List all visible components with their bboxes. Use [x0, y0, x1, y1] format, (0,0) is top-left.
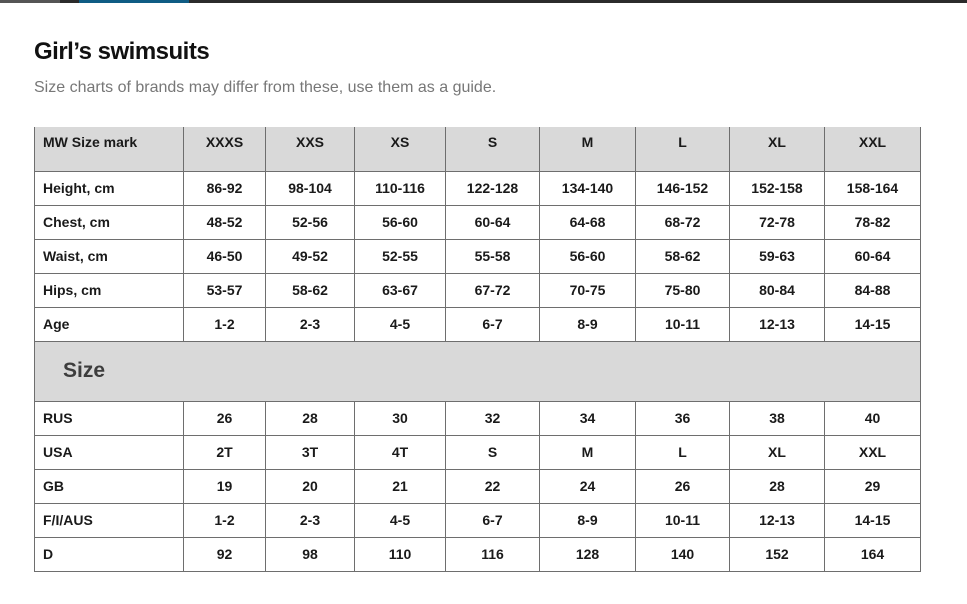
table-cell: 60-64 [825, 239, 921, 273]
table-cell: 20 [266, 469, 355, 503]
table-cell: 12-13 [730, 503, 825, 537]
size-row [35, 435, 921, 469]
table-cell: 10-11 [636, 307, 730, 341]
table-cell: 52-56 [266, 205, 355, 239]
header-size-cell: S [446, 127, 540, 171]
table-cell: 140 [636, 537, 730, 571]
table-cell: 34 [540, 401, 636, 435]
table-cell: 110-116 [355, 171, 446, 205]
table-cell: 30 [355, 401, 446, 435]
table-cell: 8-9 [540, 503, 636, 537]
table-cell: 64-68 [540, 205, 636, 239]
table-cell: 3T [266, 435, 355, 469]
header-size-cell: XXL [825, 127, 921, 171]
top-nav-bar [0, 0, 967, 3]
table-cell: 6-7 [446, 503, 540, 537]
table-cell: 36 [636, 401, 730, 435]
size-row [35, 401, 921, 435]
table-cell: 8-9 [540, 307, 636, 341]
table-cell: 1-2 [184, 503, 266, 537]
nav-segment [0, 0, 60, 3]
table-cell: 2-3 [266, 307, 355, 341]
table-cell: 38 [730, 401, 825, 435]
table-cell: M [540, 435, 636, 469]
table-cell: 68-72 [636, 205, 730, 239]
table-cell: 14-15 [825, 307, 921, 341]
page-subtitle: Size charts of brands may differ from these, use them as a guide. [34, 79, 497, 96]
size-chart-table [34, 127, 921, 572]
table-cell: 4T [355, 435, 446, 469]
table-cell: 28 [730, 469, 825, 503]
table-cell: 60-64 [446, 205, 540, 239]
header-label-cell: MW Size mark [35, 127, 184, 171]
table-cell: 12-13 [730, 307, 825, 341]
table-cell: 67-72 [446, 273, 540, 307]
measurement-row [35, 171, 921, 205]
table-cell: 55-58 [446, 239, 540, 273]
table-cell: 46-50 [184, 239, 266, 273]
header-size-cell: XL [730, 127, 825, 171]
table-cell: 2T [184, 435, 266, 469]
size-row [35, 537, 921, 571]
table-cell: 122-128 [446, 171, 540, 205]
row-label: Waist, cm [35, 239, 184, 273]
table-cell: 98 [266, 537, 355, 571]
row-label: USA [35, 435, 184, 469]
table-cell: 24 [540, 469, 636, 503]
table-cell: 146-152 [636, 171, 730, 205]
row-label: F/I/AUS [35, 503, 184, 537]
row-label: Age [35, 307, 184, 341]
table-cell: 6-7 [446, 307, 540, 341]
table-cell: 58-62 [636, 239, 730, 273]
table-cell: 59-63 [730, 239, 825, 273]
row-label: GB [35, 469, 184, 503]
table-cell: 28 [266, 401, 355, 435]
header-size-cell: XXS [266, 127, 355, 171]
table-cell: 92 [184, 537, 266, 571]
measurement-row [35, 307, 921, 341]
table-cell: 32 [446, 401, 540, 435]
table-cell: 21 [355, 469, 446, 503]
measurement-row [35, 205, 921, 239]
table-cell: 58-62 [266, 273, 355, 307]
header-size-cell: M [540, 127, 636, 171]
table-cell: 80-84 [730, 273, 825, 307]
table-cell: 4-5 [355, 307, 446, 341]
table-cell: 72-78 [730, 205, 825, 239]
row-label: D [35, 537, 184, 571]
table-cell: S [446, 435, 540, 469]
table-cell: 56-60 [355, 205, 446, 239]
row-label: RUS [35, 401, 184, 435]
row-label: Chest, cm [35, 205, 184, 239]
header-size-cell: XXXS [184, 127, 266, 171]
header-size-cell: L [636, 127, 730, 171]
table-cell: 134-140 [540, 171, 636, 205]
table-body [35, 127, 921, 571]
table-cell: 86-92 [184, 171, 266, 205]
header-size-cell: XS [355, 127, 446, 171]
table-cell: 26 [184, 401, 266, 435]
measurement-row [35, 239, 921, 273]
table-cell: 158-164 [825, 171, 921, 205]
table-cell: 56-60 [540, 239, 636, 273]
table-cell: 49-52 [266, 239, 355, 273]
table-cell: 84-88 [825, 273, 921, 307]
table-cell: 53-57 [184, 273, 266, 307]
table-cell: 19 [184, 469, 266, 503]
table-cell: 14-15 [825, 503, 921, 537]
row-label: Hips, cm [35, 273, 184, 307]
table-cell: XL [730, 435, 825, 469]
table-cell: 70-75 [540, 273, 636, 307]
table-cell: 10-11 [636, 503, 730, 537]
section-heading: Size [35, 341, 921, 401]
table-cell: 98-104 [266, 171, 355, 205]
table-cell: XXL [825, 435, 921, 469]
table-cell: 164 [825, 537, 921, 571]
table-cell: 2-3 [266, 503, 355, 537]
active-nav-indicator [79, 0, 189, 3]
table-cell: 152-158 [730, 171, 825, 205]
table-cell: 63-67 [355, 273, 446, 307]
measurement-row [35, 273, 921, 307]
table-cell: 26 [636, 469, 730, 503]
table-cell: 22 [446, 469, 540, 503]
table-cell: 40 [825, 401, 921, 435]
table-cell: 116 [446, 537, 540, 571]
table-cell: 4-5 [355, 503, 446, 537]
row-label: Height, cm [35, 171, 184, 205]
table-cell: 128 [540, 537, 636, 571]
size-row [35, 503, 921, 537]
table-cell: 110 [355, 537, 446, 571]
table-cell: 1-2 [184, 307, 266, 341]
page-title: Girl’s swimsuits [34, 38, 210, 65]
table-cell: 78-82 [825, 205, 921, 239]
table-cell: 75-80 [636, 273, 730, 307]
table-cell: 152 [730, 537, 825, 571]
table-cell: 48-52 [184, 205, 266, 239]
table-cell: 29 [825, 469, 921, 503]
table-cell: L [636, 435, 730, 469]
table-header-row [35, 127, 921, 171]
section-header-row [35, 341, 921, 401]
size-row [35, 469, 921, 503]
table-cell: 52-55 [355, 239, 446, 273]
